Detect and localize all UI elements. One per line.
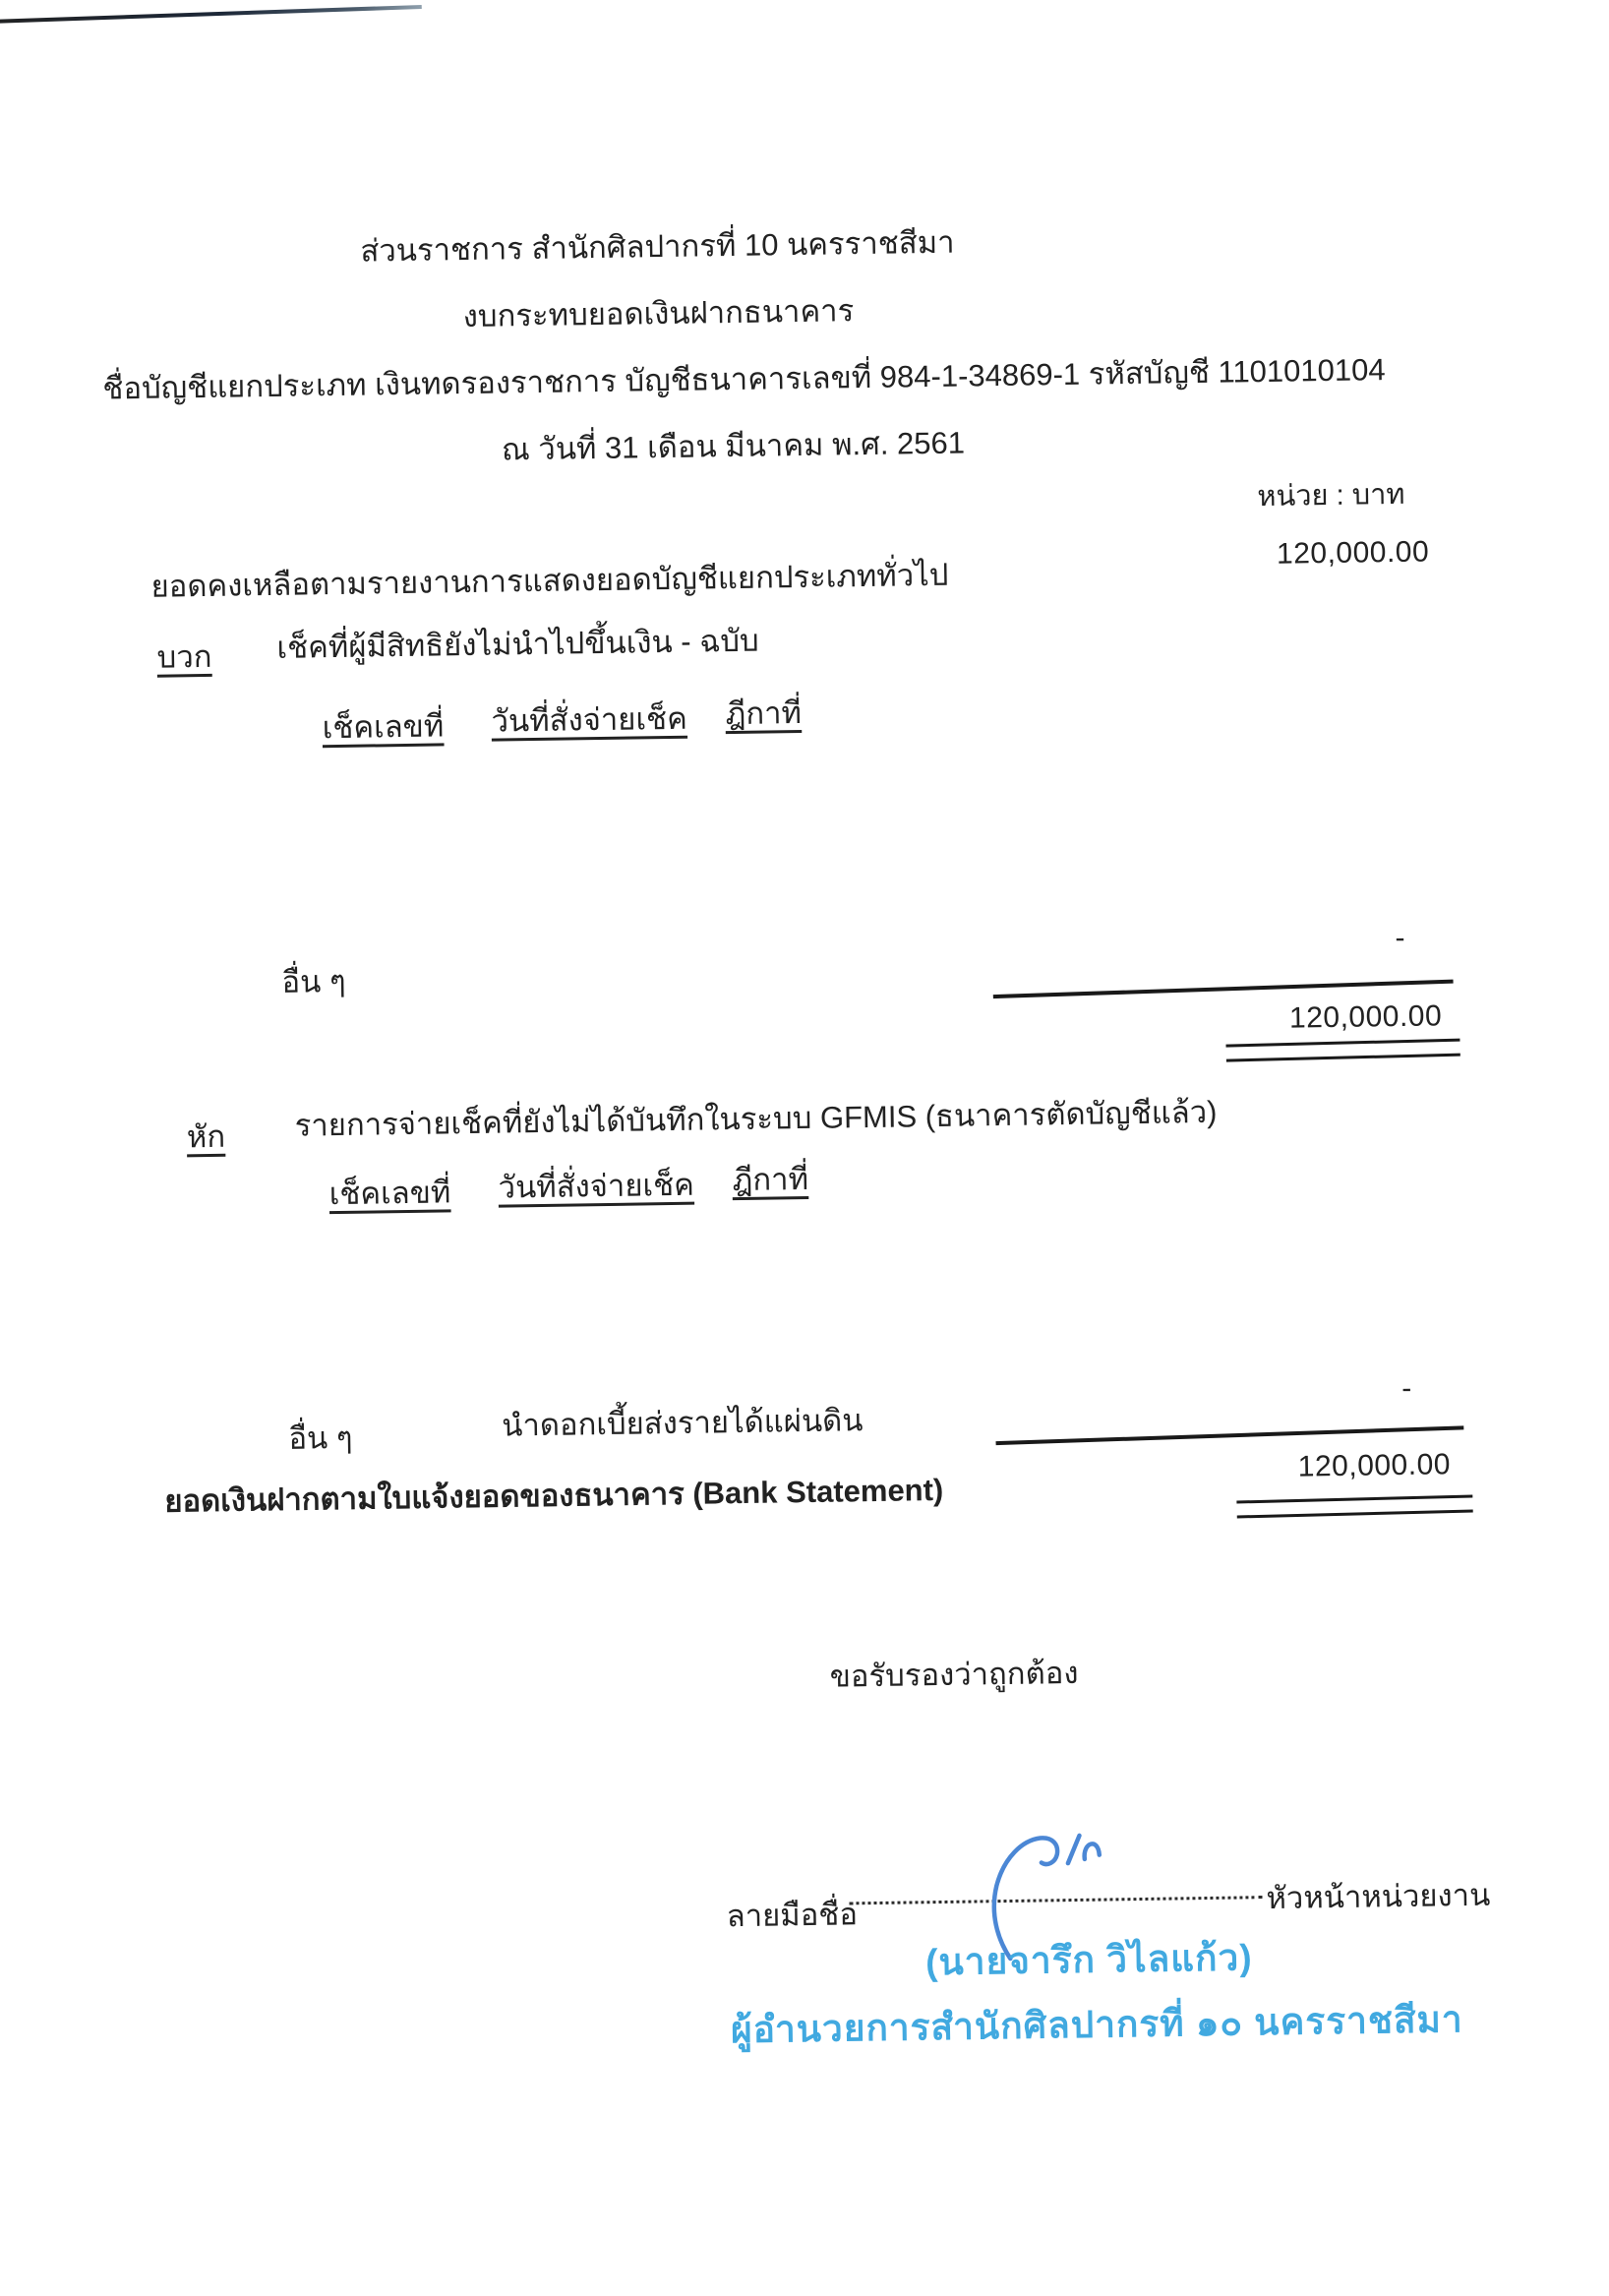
deduct-other-description: นำดอกเบี้ยส่งรายได้แผ่นดิน: [501, 1403, 864, 1443]
add-keyword: บวก: [156, 638, 212, 675]
agency-line: ส่วนราชการ สำนักศิลปากรที่ 10 นครราชสีมา: [360, 224, 955, 269]
account-line: ชื่อบัญชีแยกประเภท เงินทดรองราชการ บัญชีธนาคารเลขที่ 984-1-34869-1 รหัสบัญชี 1101010104: [102, 352, 1386, 406]
add-other-label: อื่น ๆ: [281, 963, 346, 999]
unit-label: หน่วย : บาท: [1257, 478, 1405, 514]
report-title: งบกระทบยอดเงินฝากธนาคาร: [462, 293, 855, 334]
position-label: หัวหน้าหน่วยงาน: [1266, 1877, 1491, 1916]
deduct-col-check-no: เช็คเลขที่: [328, 1175, 451, 1212]
deduct-other-amount: -: [1401, 1371, 1413, 1406]
deduct-other-label: อื่น ๆ: [288, 1420, 353, 1456]
certification-text: ขอรับรองว่าถูกต้อง: [829, 1655, 1079, 1694]
deduct-col-pay-date: วันที่สั่งจ่ายเช็ค: [498, 1167, 695, 1205]
deduct-keyword: หัก: [186, 1118, 226, 1155]
subtotal-rule-deduct: [996, 1425, 1464, 1444]
add-other-amount: -: [1395, 921, 1406, 955]
add-col-voucher: ฎีกาที่: [725, 695, 803, 732]
date-line: ณ วันที่ 31 เดือน มีนาคม พ.ศ. 2561: [501, 425, 966, 467]
subtotal-rule-add: [993, 980, 1454, 998]
stamp-name: (นายจารึก วิไลแก้ว): [924, 1937, 1253, 1983]
gl-balance-label: ยอดคงเหลือตามรายงานการแสดงยอดบัญชีแยกประเภททั่วไป: [150, 557, 949, 604]
gl-balance-amount: 120,000.00: [1276, 535, 1430, 571]
bank-statement-label: ยอดเงินฝากตามใบแจ้งยอดของธนาคาร (Bank Statement): [164, 1472, 944, 1519]
stamp-title: ผู้อำนวยการสำนักศิลปากรที่ ๑๐ นครราชสีมา: [730, 1999, 1463, 2051]
signature-label: ลายมือชื่อ: [726, 1897, 859, 1934]
add-col-pay-date: วันที่สั่งจ่ายเช็ค: [491, 700, 688, 739]
add-col-check-no: เช็คเลขที่: [322, 708, 445, 746]
scan-artifact-line: [0, 5, 422, 24]
deduct-col-voucher: ฎีกาที่: [732, 1161, 809, 1198]
double-rule-total: [1236, 1494, 1472, 1518]
deduct-description: รายการจ่ายเช็คที่ยังไม่ได้บันทึกในระบบ GFMIS (ธนาคารตัดบัญชีแล้ว): [294, 1094, 1218, 1143]
double-rule-add: [1225, 1039, 1460, 1062]
add-subtotal-amount: 120,000.00: [1288, 999, 1443, 1035]
bank-statement-amount: 120,000.00: [1297, 1448, 1452, 1483]
add-description: เช็คที่ผู้มีสิทธิยังไม่นำไปขึ้นเงิน - ฉบับ: [276, 623, 759, 665]
